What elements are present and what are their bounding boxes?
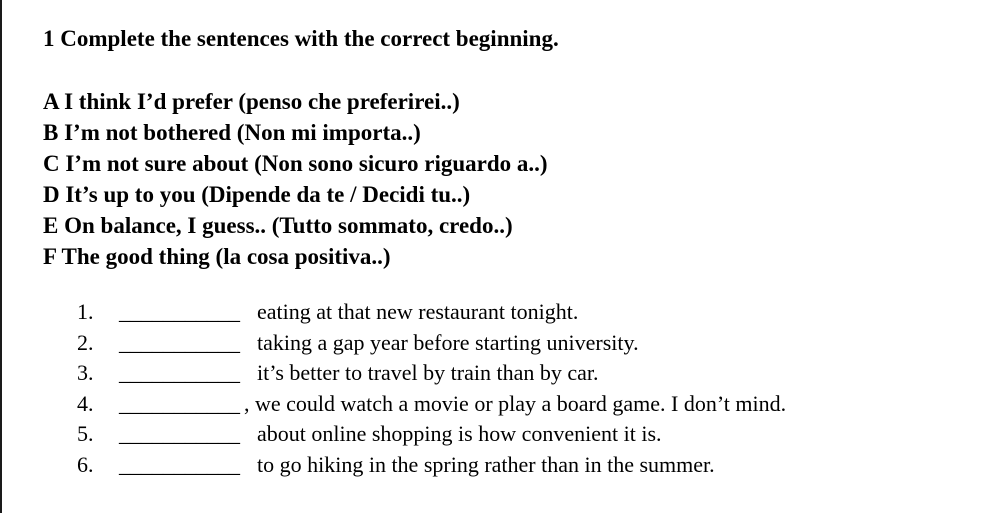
sentence-number: 3. bbox=[77, 360, 94, 386]
options-list bbox=[43, 86, 548, 272]
option-a: A I think I’d prefer (penso che preferirei..) bbox=[43, 89, 460, 114]
answer-blank: ___________ bbox=[119, 299, 240, 324]
sentence-text: about online shopping is how convenient it is. bbox=[257, 421, 662, 447]
sentence-text: taking a gap year before starting university. bbox=[257, 329, 639, 355]
exercise-title: 1 Complete the sentences with the correct beginning. bbox=[43, 26, 559, 51]
sentence-number: 1. bbox=[77, 299, 94, 324]
sentence-number: 6. bbox=[77, 451, 94, 477]
answer-blank: ___________ bbox=[119, 451, 240, 477]
option-b: B I’m not bothered (Non mi importa..) bbox=[43, 120, 421, 145]
answer-blank: ___________ bbox=[119, 390, 240, 416]
option-c: C I’m not sure about (Non sono sicuro riguardo a..) bbox=[43, 151, 548, 176]
answer-blank: ___________ bbox=[119, 329, 240, 355]
sentence-text: , we could watch a movie or play a board game. I don’t mind. bbox=[244, 390, 787, 416]
answer-blank: ___________ bbox=[119, 421, 240, 447]
sentence-text: to go hiking in the spring rather than in the summer. bbox=[257, 451, 715, 477]
option-f: F The good thing (la cosa positiva..) bbox=[43, 244, 391, 269]
sentence-number: 4. bbox=[77, 390, 94, 416]
sentence-text: it’s better to travel by train than by car. bbox=[257, 360, 599, 386]
sentence-number: 2. bbox=[77, 329, 94, 355]
option-d: D It’s up to you (Dipende da te / Decidi tu..) bbox=[43, 182, 471, 207]
sentence-text: eating at that new restaurant tonight. bbox=[257, 299, 579, 324]
sentence-number: 5. bbox=[77, 421, 94, 447]
answer-blank: ___________ bbox=[119, 360, 240, 386]
option-e: E On balance, I guess.. (Tutto sommato, credo..) bbox=[43, 213, 513, 238]
